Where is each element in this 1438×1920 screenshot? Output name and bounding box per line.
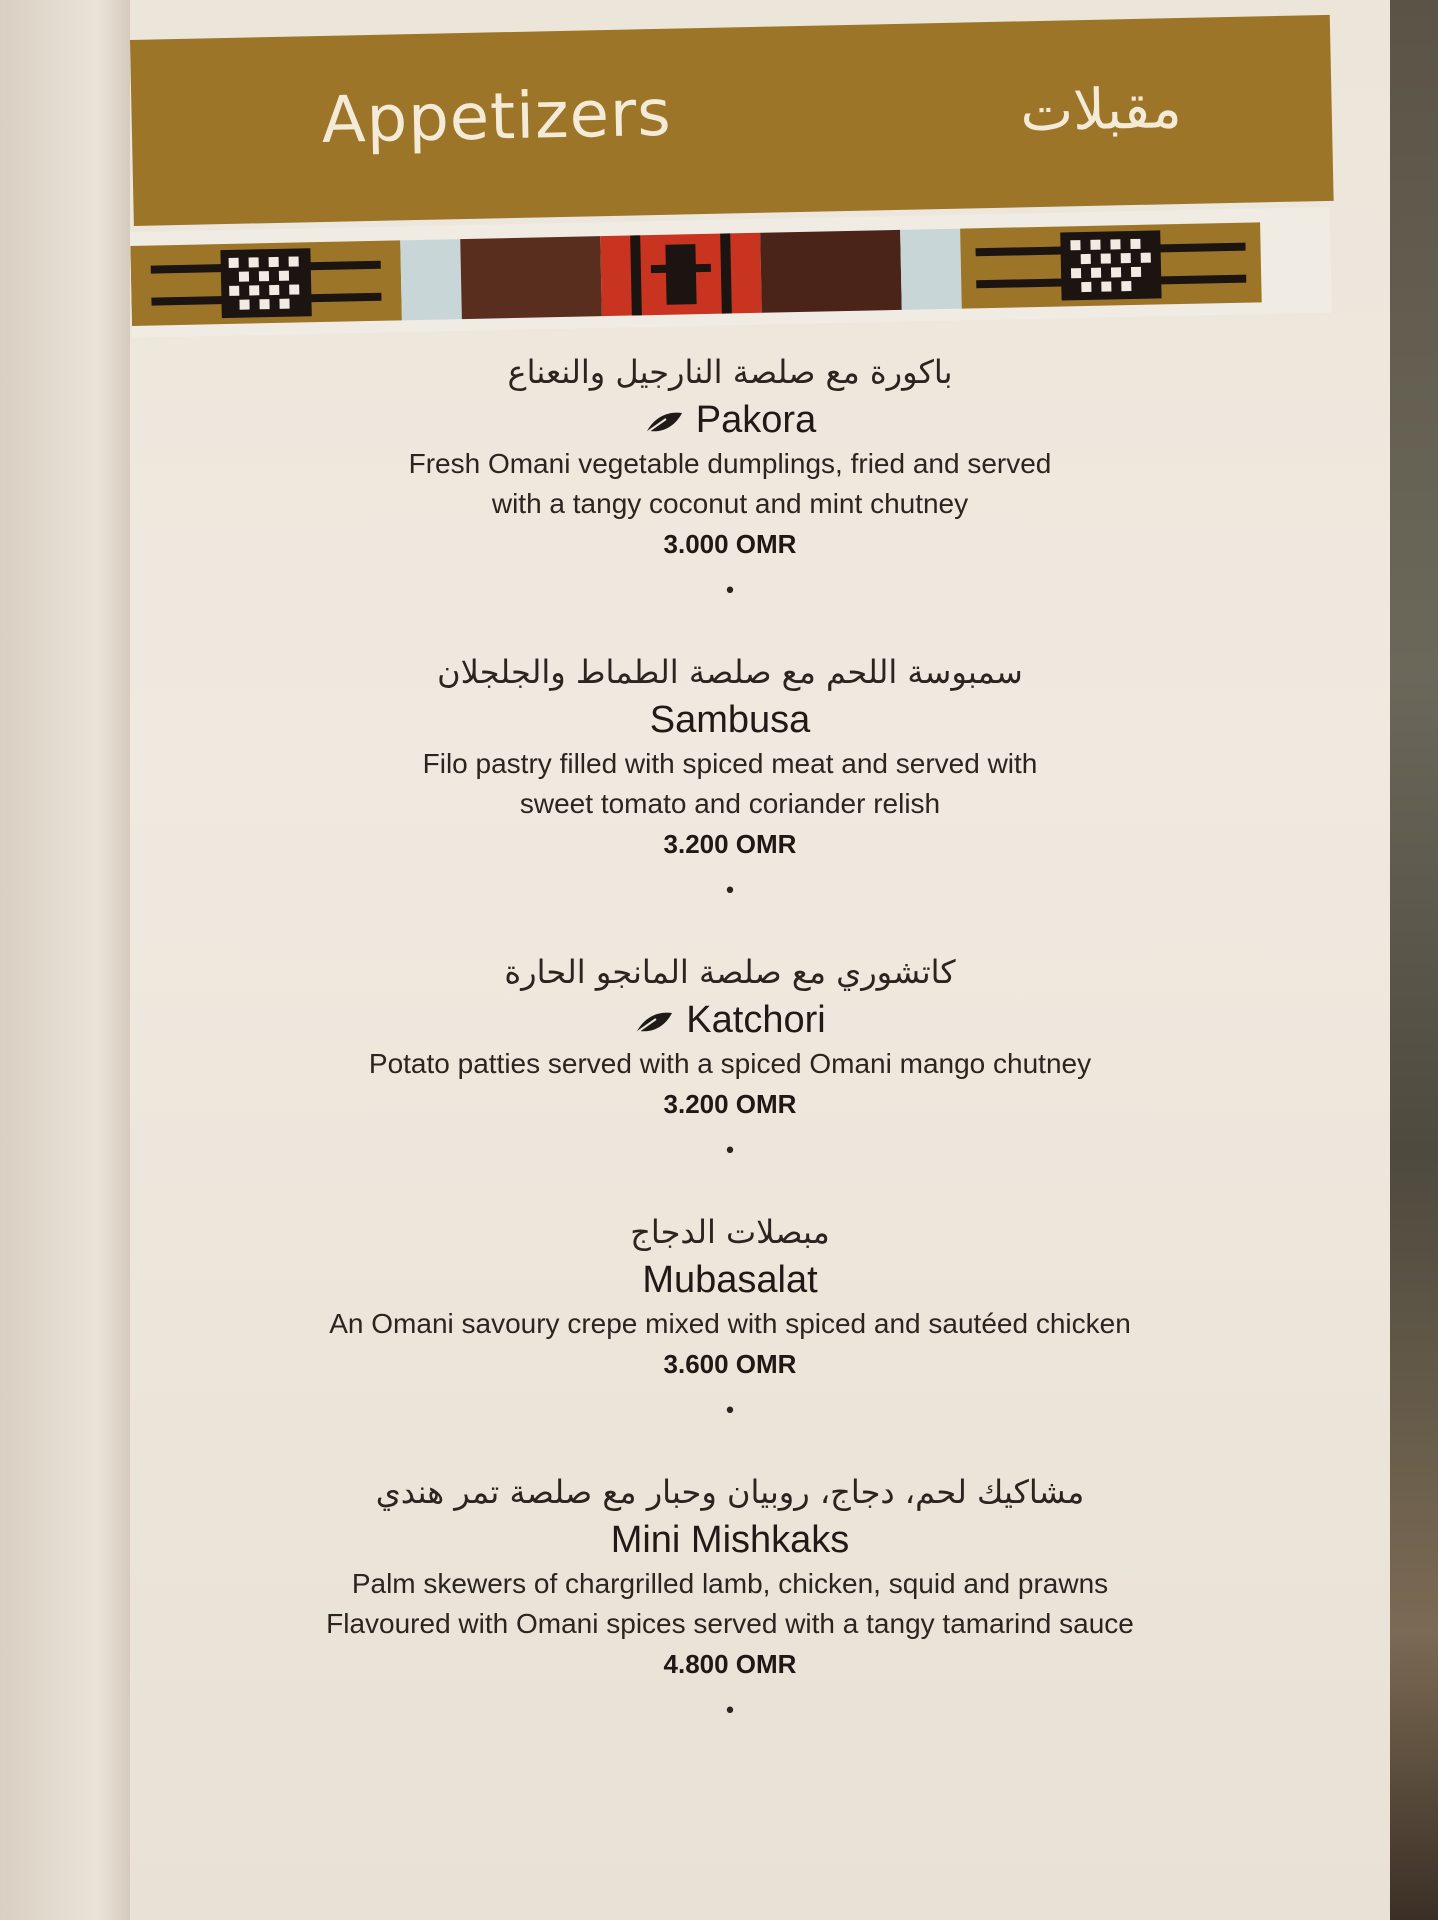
menu-item-sambusa: [130, 612, 1330, 912]
menu-item-mini-mishkaks: [130, 1432, 1330, 1732]
item-name-arabic: مبصلات الدجاج: [630, 1213, 830, 1251]
item-name-arabic: كاتشوري مع صلصة المانجو الحارة: [504, 953, 956, 991]
menu-item-katchori: [130, 912, 1330, 1172]
item-price: 3.000 OMR: [663, 529, 797, 559]
menu-item-mubasalat: [130, 1172, 1330, 1432]
menu-item-pakora: [130, 340, 1330, 612]
leaf-icon: [634, 1009, 674, 1035]
item-name-arabic: باكورة مع صلصة النارجيل والنعناع: [507, 353, 953, 391]
item-description-line: An Omani savoury crepe mixed with spiced and sautéed chicken: [329, 1308, 1131, 1339]
facing-page: [0, 0, 140, 1920]
page-title-arabic: مقبلات: [1019, 75, 1183, 145]
menu-page: [130, 0, 1390, 1920]
item-name: Katchori: [130, 996, 1330, 1044]
decorative-pattern-band: [130, 207, 1332, 338]
leaf-icon: [644, 409, 684, 435]
page-title: Appetizers: [320, 76, 673, 158]
item-description-line: Potato patties served with a spiced Omani mango chutney: [368, 1048, 1092, 1079]
header-band: [130, 15, 1334, 226]
item-name-arabic: مشاكيك لحم، دجاج، روبيان وحبار مع صلصة تمر هندي: [375, 1473, 1085, 1511]
separator-dot: •: [723, 1139, 737, 1164]
item-price: 3.600 OMR: [663, 1349, 797, 1379]
separator-dot: •: [723, 879, 737, 904]
item-name: Pakora: [130, 396, 1330, 444]
separator-dot: •: [723, 1399, 737, 1424]
item-description-line: Flavoured with Omani spices served with a tangy tamarind sauce: [326, 1608, 1134, 1639]
item-name: Sambusa: [649, 699, 811, 741]
item-description-line: Filo pastry filled with spiced meat and served with: [422, 748, 1038, 779]
separator-dot: •: [723, 579, 737, 604]
item-price: 4.800 OMR: [663, 1649, 797, 1679]
item-description-line: with a tangy coconut and mint chutney: [491, 488, 969, 519]
item-price: 3.200 OMR: [663, 1089, 797, 1119]
separator-dot: •: [723, 1699, 737, 1724]
item-name: Mubasalat: [642, 1259, 818, 1301]
item-description-line: sweet tomato and coriander relish: [519, 788, 941, 819]
item-description-line: Fresh Omani vegetable dumplings, fried and served: [408, 448, 1052, 479]
item-price: 3.200 OMR: [663, 829, 797, 859]
menu-list: [130, 340, 1330, 1732]
item-name: Mini Mishkaks: [610, 1519, 850, 1561]
item-name-arabic: سمبوسة اللحم مع صلصة الطماط والجلجلان: [437, 653, 1023, 691]
item-description-line: Palm skewers of chargrilled lamb, chicken, squid and prawns: [351, 1568, 1109, 1599]
